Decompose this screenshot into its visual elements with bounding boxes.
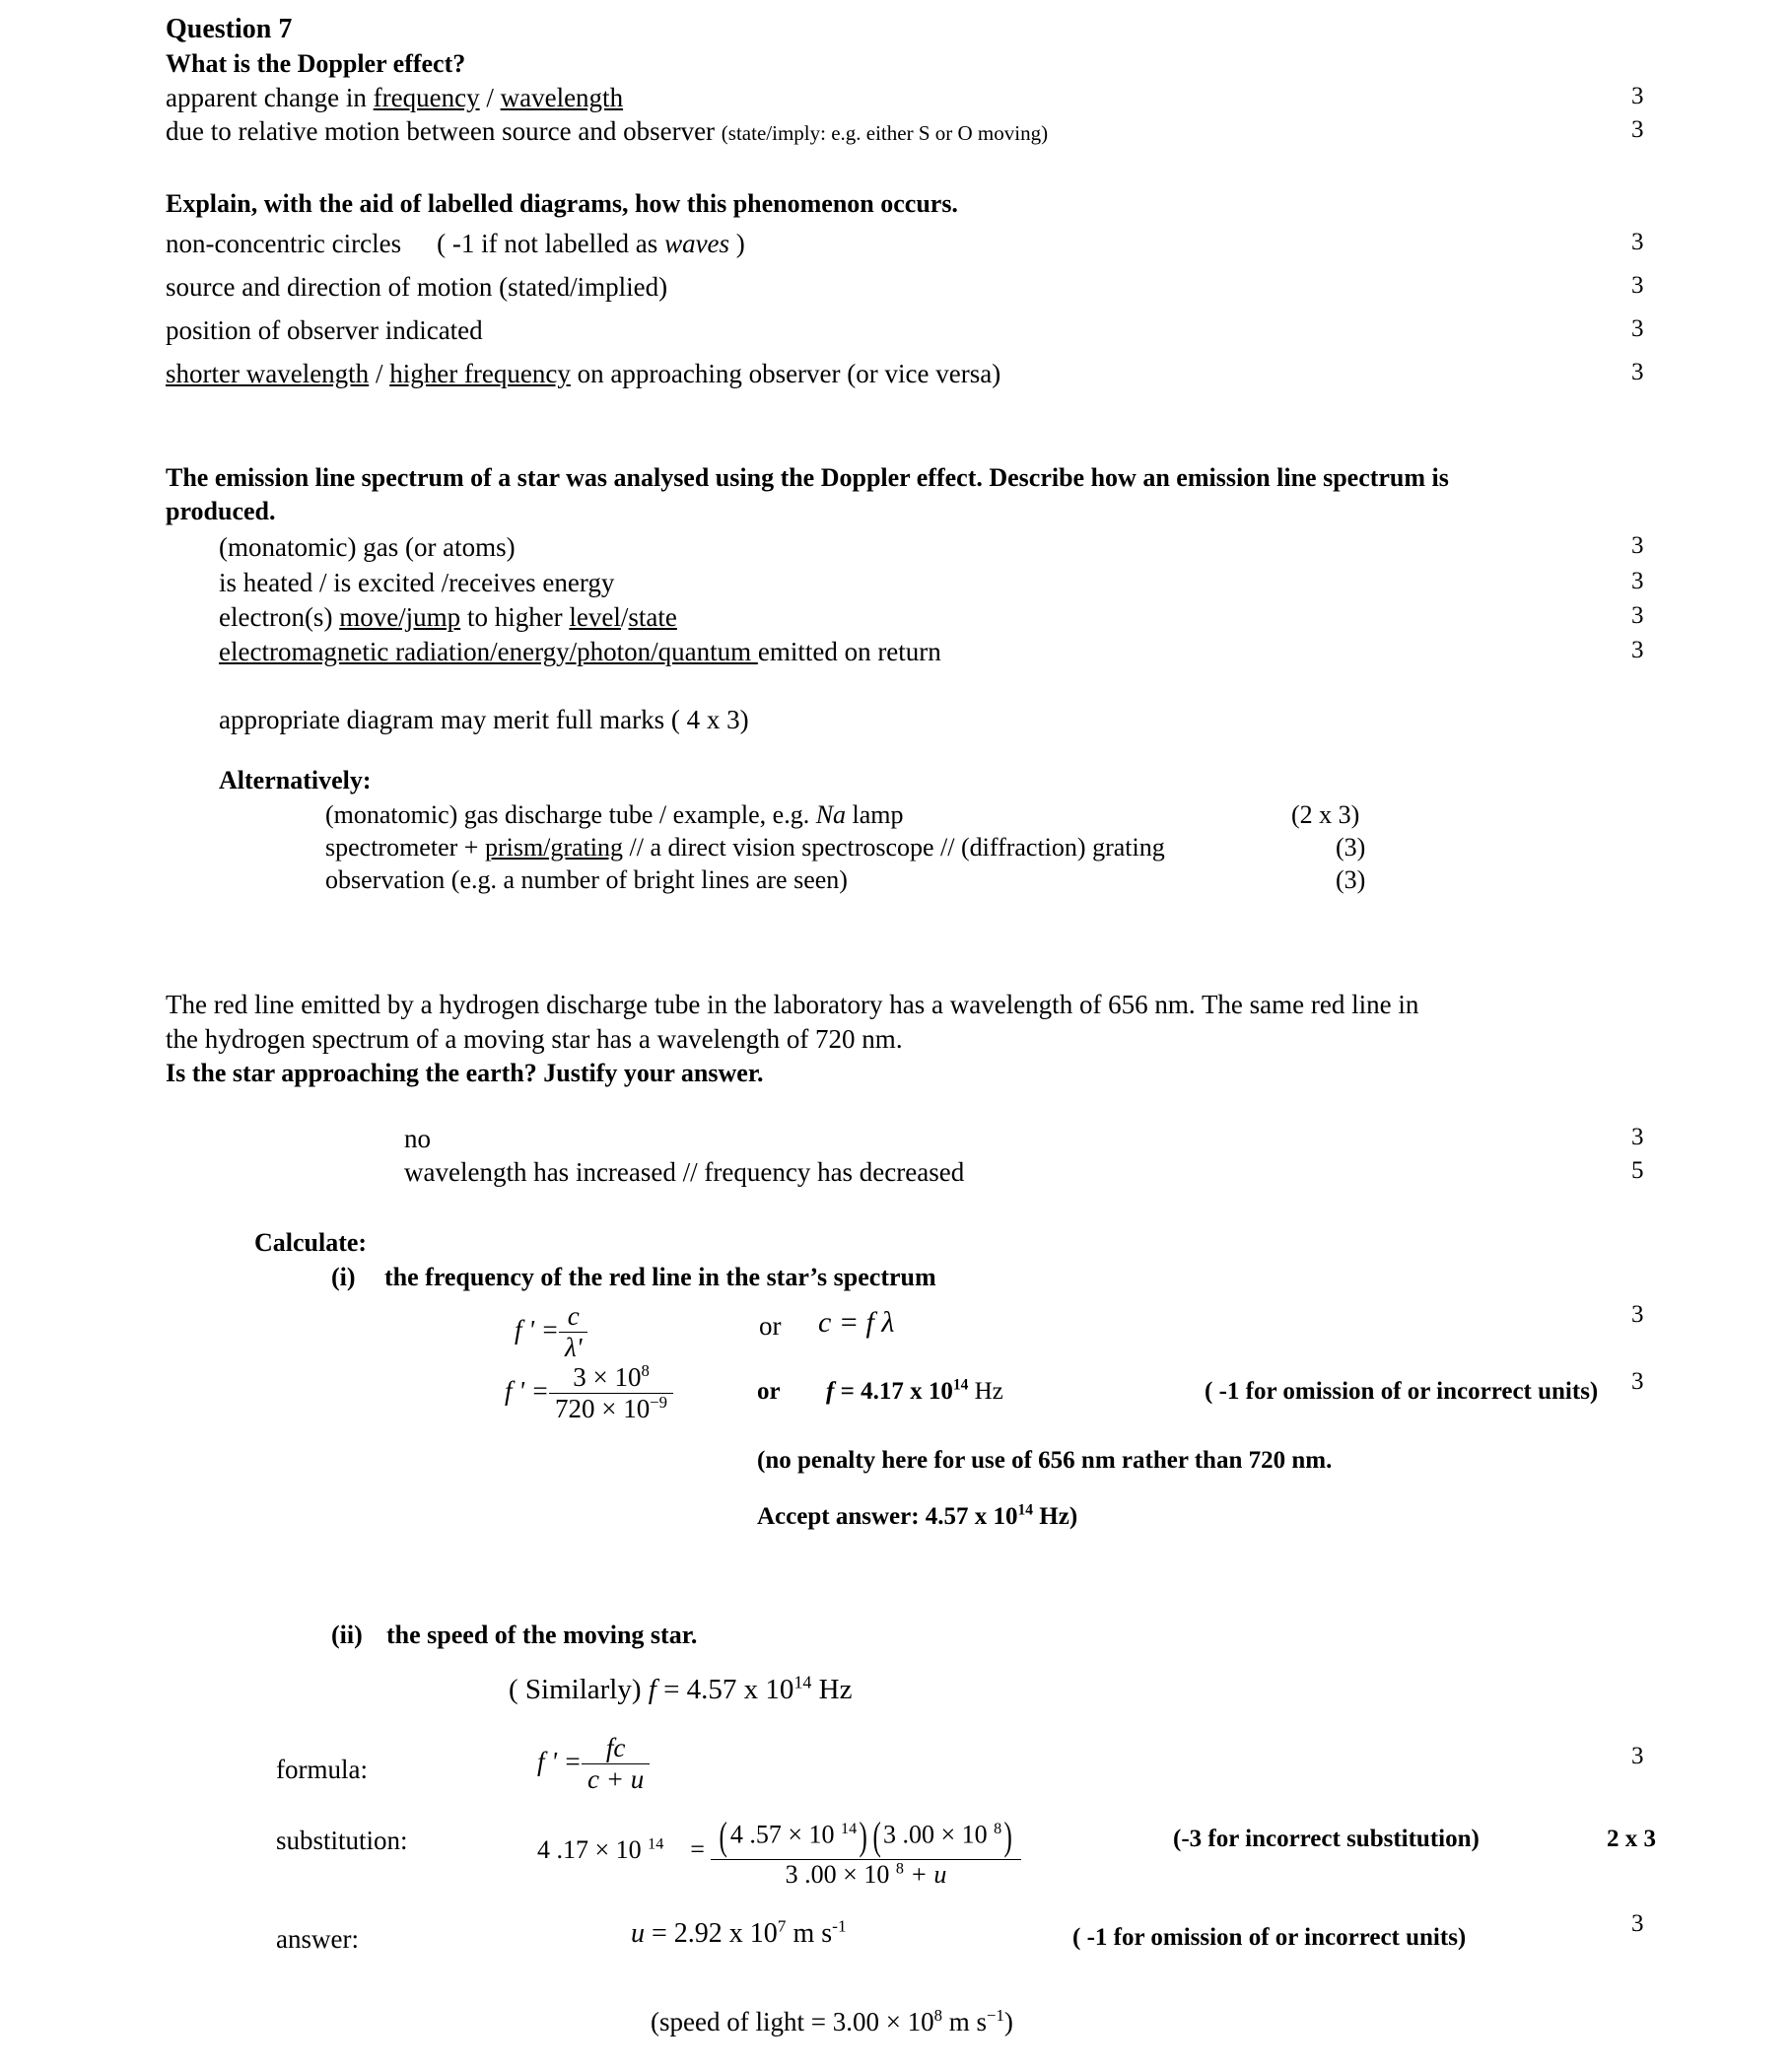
part-i-note-line2-exp: 14 (1017, 1501, 1034, 1519)
part-i-formula-1-numerator: c (567, 1301, 580, 1331)
part-i-note-line2-pre: Accept answer: 4.57 x 10 (757, 1503, 1018, 1530)
q3-answer-3-marks: 3 (1631, 637, 1644, 663)
part-ii-formula-numerator: fc (605, 1733, 626, 1762)
part-ii-sub-lhs-base: 4 .17 × 10 (537, 1834, 649, 1864)
part-ii-answer-note: ( -1 for omission of or incorrect units) (1072, 1924, 1467, 1951)
q3-diagram-note: appropriate diagram may merit full marks ( 4 x 3) (219, 705, 749, 734)
q3-answer-2-underline-1: move/jump (339, 602, 461, 632)
part-i-formula-2-denominator (549, 1393, 673, 1424)
q4-prompt: Is the star approaching the earth? Justify your answer. (166, 1059, 764, 1087)
open-paren-a: ( (720, 1814, 728, 1858)
part-ii-sub-num-b-exp: 8 (994, 1820, 1002, 1837)
part-ii-sub-numerator (711, 1814, 1020, 1859)
part-ii-sub-note: (-3 for incorrect substitution) (1173, 1826, 1480, 1852)
q2-answer-0-note-italic: waves (664, 229, 730, 258)
q2-prompt: Explain, with the aid of labelled diagrams, how this phenomenon occurs. (166, 189, 958, 218)
q3-answer-2-mid2: / (620, 602, 629, 632)
q2-answer-0 (166, 229, 745, 259)
alt-answer-0-pre: (monatomic) gas discharge tube / example, e.g. (325, 800, 816, 829)
part-i-result (826, 1378, 1003, 1406)
alt-answer-2-marks: (3) (1336, 865, 1366, 894)
alt-answer-1 (325, 833, 1165, 862)
alt-answer-0-post: lamp (846, 800, 904, 829)
part-i-formula-2 (505, 1362, 673, 1424)
part-ii-text: the speed of the moving star. (386, 1621, 698, 1649)
q2-answer-0-text: non-concentric circles (166, 229, 402, 258)
part-ii-formula (537, 1733, 650, 1795)
speed-of-light-note (651, 2007, 1013, 2037)
q3-answer-2-underline-3: state (628, 602, 677, 632)
q2-answer-0-note-post: ) (729, 229, 745, 258)
q1-answer-1-text: due to relative motion between source and observer (166, 116, 722, 146)
q3-prompt-line2: produced. (166, 497, 276, 525)
part-i-formula-1-fraction (559, 1301, 587, 1363)
part-ii-sub-num-a-exp: 14 (841, 1820, 858, 1837)
part-ii-sub-den-exp: 8 (895, 1860, 904, 1878)
part-i-formula-2-fraction (549, 1362, 673, 1424)
alt-answer-2: observation (e.g. a number of bright lines are seen) (325, 865, 848, 894)
part-ii-answer-label: answer: (276, 1924, 359, 1954)
q1-answer-0-underline-1: frequency (373, 83, 480, 112)
part-i-formula-2-den-base: 720 × 10 (555, 1394, 651, 1424)
part-ii-similarly-exp: 14 (793, 1672, 812, 1692)
part-ii-similarly-symbol: f (648, 1674, 656, 1705)
part-i-result-symbol: f (826, 1378, 835, 1405)
q2-answer-3-underline-1: shorter wavelength (166, 359, 370, 388)
part-i-formula-2-num-base: 3 × 10 (573, 1362, 642, 1392)
q2-answer-3-sep: / (369, 359, 390, 388)
part-ii-similarly (509, 1674, 852, 1706)
part-ii-sub-num-a-base: 4 .57 × 10 (729, 1820, 842, 1849)
part-i-text: the frequency of the red line in the star’s spectrum (384, 1263, 936, 1291)
q3-answer-1-marks: 3 (1631, 568, 1644, 594)
close-paren-a: ) (859, 1814, 868, 1858)
part-ii-sub-num-b-base: 3 .00 × 10 (883, 1820, 995, 1849)
q2-answer-3-underline-2: higher frequency (389, 359, 571, 388)
part-i-formula-1-alt: c = f λ (818, 1306, 895, 1339)
part-i-marks-2: 3 (1631, 1368, 1644, 1395)
q1-prompt: What is the Doppler effect? (166, 49, 466, 78)
q1-answer-1 (166, 116, 1048, 147)
footer-exp2: −1 (987, 2006, 1004, 2025)
part-i-label: (i) (331, 1263, 356, 1291)
part-ii-similarly-unit: Hz (811, 1674, 853, 1705)
part-ii-answer-unit-exp: -1 (832, 1916, 847, 1936)
q4-answer-0: no (404, 1124, 431, 1153)
q2-answer-1: source and direction of motion (stated/implied) (166, 272, 668, 302)
part-ii-answer (631, 1918, 847, 1950)
q3-answer-2 (219, 602, 677, 633)
q1-answer-0-text: apparent change in (166, 83, 374, 112)
alt-answer-1-underline-1: prism/grating (484, 833, 624, 862)
alt-answer-0 (325, 800, 904, 830)
part-ii-substitution-label: substitution: (276, 1826, 408, 1855)
q2-answer-2: position of observer indicated (166, 315, 483, 345)
part-i-note-line1: (no penalty here for use of 656 nm rather than 720 nm. (757, 1447, 1333, 1474)
q4-answer-0-marks: 3 (1631, 1124, 1644, 1150)
part-i-result-exp: 14 (952, 1376, 969, 1394)
question-heading: Question 7 (166, 14, 293, 44)
part-ii-answer-rest: = 2.92 x 10 (645, 1918, 778, 1949)
q1-answer-0 (166, 83, 623, 113)
footer-pre: (speed of light = 3.00 × 10 (651, 2007, 934, 2036)
part-ii-formula-label: formula: (276, 1755, 368, 1784)
part-ii-sub-equals: = (690, 1834, 705, 1864)
open-paren-b: ( (872, 1814, 881, 1858)
q3-answer-0-marks: 3 (1631, 532, 1644, 559)
part-ii-sub-den-base: 3 .00 × 10 (785, 1860, 896, 1890)
q1-answer-1-marks: 3 (1631, 116, 1644, 143)
alt-answer-1-pre: spectrometer + (325, 833, 485, 862)
part-ii-sub-lhs-exp: 14 (648, 1834, 664, 1852)
q4-answer-1-marks: 5 (1631, 1157, 1644, 1184)
part-i-formula-1 (515, 1301, 587, 1363)
part-i-or-1: or (759, 1311, 782, 1341)
part-i-result-note: ( -1 for omission of or incorrect units) (1205, 1378, 1599, 1405)
q3-answer-3-underline-1: electromagnetic radiation/energy/photon/quantum (219, 637, 758, 666)
close-paren-b: ) (1003, 1814, 1013, 1858)
part-ii-formula-denominator: c + u (582, 1763, 650, 1795)
q2-answer-3-marks: 3 (1631, 359, 1644, 385)
part-i-marks-1: 3 (1631, 1301, 1644, 1328)
part-i-formula-2-den-exp: −9 (650, 1393, 668, 1413)
q2-answer-3-post: on approaching observer (or vice versa) (570, 359, 1001, 388)
q4-answer-1: wavelength has increased // frequency has decreased (404, 1157, 965, 1187)
alt-answer-0-italic: Na (815, 800, 847, 829)
q1-answer-0-underline-2: wavelength (500, 83, 624, 112)
part-ii-answer-marks: 3 (1631, 1910, 1644, 1937)
part-ii-label: (ii) (331, 1621, 363, 1649)
part-ii-answer-symbol: u (631, 1918, 645, 1949)
part-i-formula-2-lhs: f ' = (505, 1375, 549, 1406)
alt-answer-1-post: // a direct vision spectroscope // (diffraction) grating (623, 833, 1165, 862)
footer-post: ) (1003, 2007, 1013, 2036)
q3-answer-3 (219, 637, 941, 667)
q3-prompt-line1: The emission line spectrum of a star was analysed using the Doppler effect. Describe how an emission line spectrum is (166, 463, 1449, 492)
q2-answer-1-marks: 3 (1631, 272, 1644, 299)
q3-answer-2-pre: electron(s) (219, 602, 340, 632)
q3-answer-2-mid: to higher (460, 602, 570, 632)
part-i-formula-2-num-exp: 8 (641, 1361, 650, 1380)
footer-mid: m s (942, 2007, 988, 2036)
q1-answer-0-sep: / (479, 83, 501, 112)
part-ii-formula-marks: 3 (1631, 1743, 1644, 1769)
q3-answer-2-underline-2: level (569, 602, 621, 632)
part-i-note-line2-post: Hz) (1033, 1503, 1078, 1530)
part-ii-similarly-rest: = 4.57 x 10 (655, 1674, 794, 1705)
part-ii-answer-exp: 7 (777, 1916, 787, 1936)
part-ii-sub-marks: 2 x 3 (1607, 1826, 1656, 1852)
part-ii-formula-fraction (582, 1733, 650, 1795)
part-ii-formula-lhs: f ' = (537, 1746, 582, 1776)
part-ii-answer-unit-m: m s (786, 1918, 833, 1949)
q3-answer-2-marks: 3 (1631, 602, 1644, 629)
q2-answer-0-marks: 3 (1631, 229, 1644, 255)
part-ii-sub-lhs (537, 1835, 663, 1864)
q3-answer-3-post: emitted on return (757, 637, 941, 666)
part-i-result-rest: = 4.17 x 10 (834, 1378, 953, 1405)
q3-answer-1: is heated / is excited /receives energy (219, 568, 615, 597)
calculate-label: Calculate: (254, 1228, 368, 1257)
q4-para-line2: the hydrogen spectrum of a moving star has a wavelength of 720 nm. (166, 1024, 903, 1054)
part-ii-sub-denominator (711, 1859, 1020, 1890)
footer-exp: 8 (933, 2006, 943, 2025)
q4-para-line1: The red line emitted by a hydrogen discharge tube in the laboratory has a wavelength of 656 nm. The same red line in (166, 990, 1419, 1019)
part-i-or-2: or (757, 1378, 781, 1405)
part-ii-sub-den-plus: + u (903, 1860, 947, 1890)
q3-answer-0: (monatomic) gas (or atoms) (219, 532, 516, 562)
alternatively-label: Alternatively: (219, 766, 372, 794)
part-i-result-unit: Hz (968, 1378, 1003, 1405)
part-ii-similarly-pre: ( Similarly) (509, 1674, 649, 1705)
alt-answer-0-marks: (2 x 3) (1291, 800, 1360, 829)
q2-answer-0-note-pre: ( -1 if not labelled as (437, 229, 665, 258)
part-i-formula-1-lhs: f ' = (515, 1314, 559, 1345)
part-ii-substitution (537, 1814, 1021, 1890)
q1-answer-1-paren: (state/imply: e.g. either S or O moving) (721, 121, 1049, 145)
part-i-formula-1-denominator: λ' (559, 1332, 587, 1363)
part-ii-sub-fraction (711, 1814, 1020, 1890)
part-i-formula-2-numerator (549, 1362, 673, 1393)
alt-answer-1-marks: (3) (1336, 833, 1366, 862)
q2-answer-2-marks: 3 (1631, 315, 1644, 342)
q2-answer-3 (166, 359, 1000, 389)
q1-answer-0-marks: 3 (1631, 83, 1644, 109)
part-i-note-line2 (757, 1503, 1077, 1531)
